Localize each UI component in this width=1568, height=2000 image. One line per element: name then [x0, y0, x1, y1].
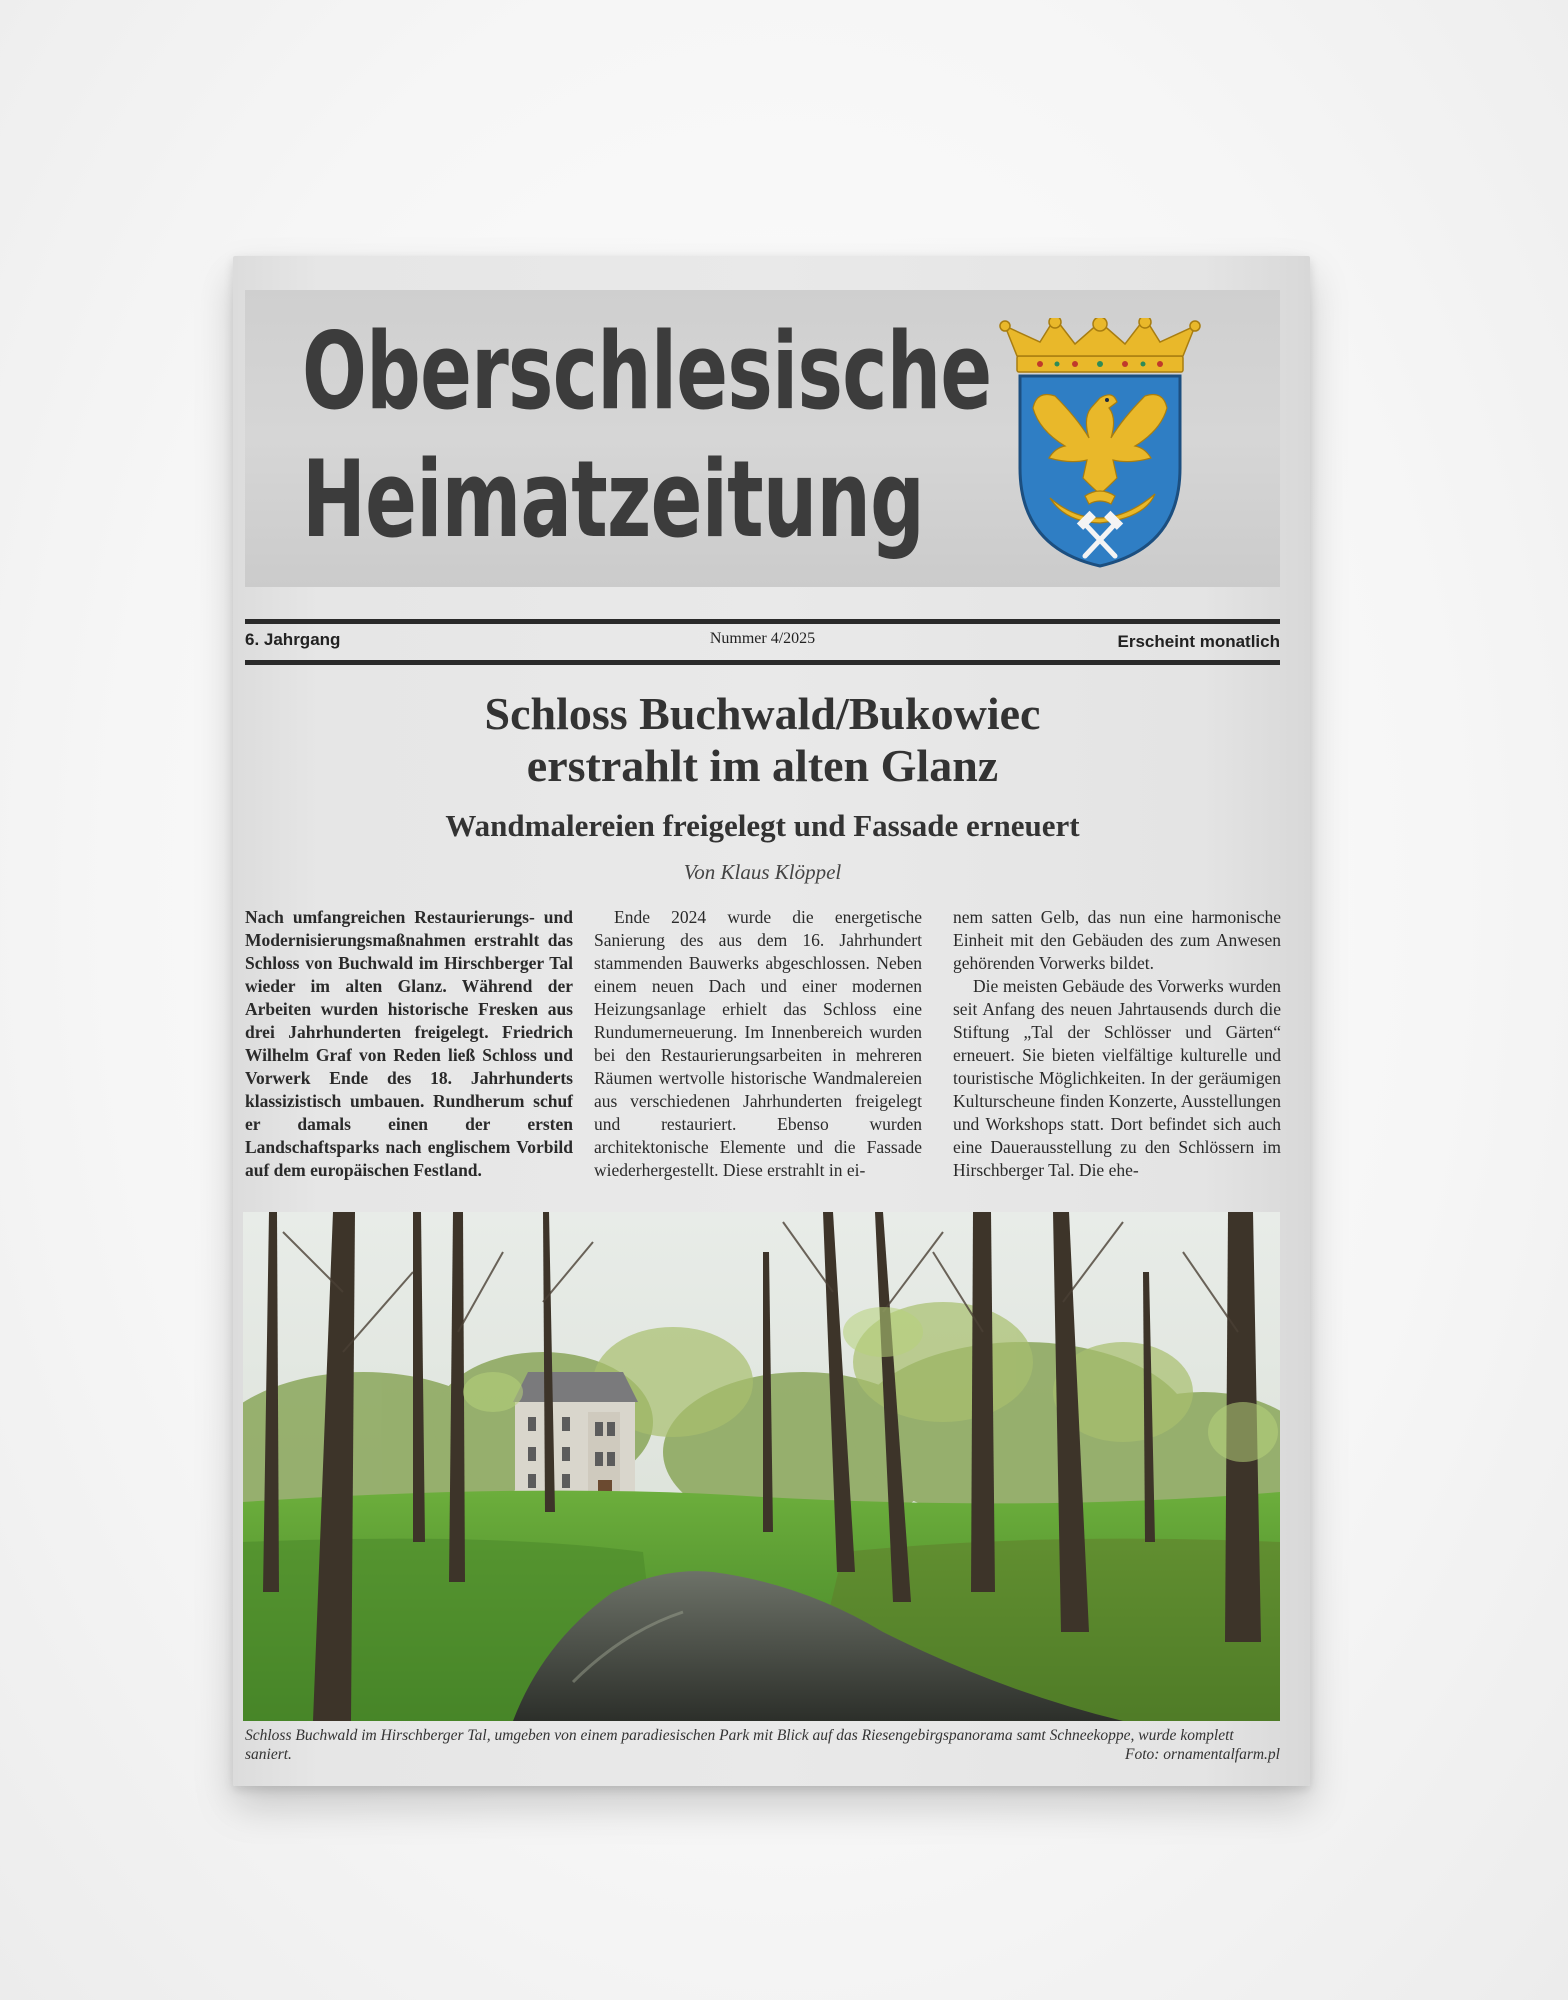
article-body-column-3	[953, 906, 1281, 1182]
frequency-label: Erscheint monatlich	[1117, 632, 1280, 651]
masthead	[245, 290, 1280, 587]
article-headline: Schloss Buchwald/Bukowiec erstrahlt im alten Glanz	[484, 688, 1041, 791]
article-lead: Nach umfangreichen Restaurierungs- und Modernisierungsmaßnahmen erstrahlt das Schloss von Buchwald im Hirschberger Tal wieder im alten Glanz. Während der Arbeiten wurden historische Fresken aus drei Jahrhunderten freigelegt. Friedrich Wilhelm Graf von Reden ließ Schloss und Vorwerk Ende des 18. Jahrhunderts klassizistisch umbauen. Rundherum schuf er damals einen der ersten Landschaftsparks nach englischem Vorbild auf dem europäischen Festland.	[245, 907, 573, 1180]
article-byline: Von Klaus Klöppel	[683, 860, 842, 884]
column-3-paragraph-1: nem satten Gelb, das nun eine harmonische Einheit mit den Gebäuden des zum Anwesen gehörenden Vorwerks bildet.	[953, 907, 1281, 973]
rule-top	[245, 619, 1280, 624]
newspaper-page	[233, 256, 1310, 1786]
issue-number: Nummer 4/2025	[709, 630, 816, 647]
column-3-paragraph-2: Die meisten Gebäude des Vorwerks wurden seit Anfang des neuen Jahrtausends durch die Stiftung „Tal der Schlösser und Gärten“ erneuert. Sie bieten vielfältige kulturelle und touristische Möglichkeiten. In der geräumigen Kulturscheune finden Konzerte, Ausstellungen und Workshops statt. Dort befindet sich auch eine Dauerausstellung zu den Schlössern im Hirschberger Tal. Die ehe-	[953, 976, 1281, 1180]
article-subheadline: Wandmalereien freigelegt und Fassade erneuert	[445, 808, 1080, 843]
photo-caption: Schloss Buchwald im Hirschberger Tal, umgeben von einem paradiesischen Park mit Blick auf das Riesengebirgspanorama samt Schneekoppe, wurde komplett saniert. Foto: ornamentalfarm.pl	[245, 1727, 1280, 1763]
coat-of-arms-eagle-icon	[995, 318, 1205, 568]
info-bar	[245, 626, 1280, 656]
article-body-column-2: Ende 2024 wurde die energetische Sanierung des aus dem 16. Jahrhundert stammenden Bauwerks abgeschlossen. Neben einem neuen Dach und einer modernen Heizungsanlage erhielt das Schloss eine Rundumerneuerung. Im Innenbereich wurden bei den Restaurierungsarbeiten in mehreren Räumen wertvolle historische Wandmalereien aus verschiedenen Jahrhunderten freigelegt und restauriert. Ebenso wurden architektonische Elemente und die Fassade wiederhergestellt. Diese erstrahlt in ei-	[594, 907, 922, 1180]
volume-label: 6. Jahrgang	[245, 630, 341, 649]
rule-bottom	[245, 660, 1280, 665]
photo-credit: Foto: ornamentalfarm.pl	[1125, 1746, 1280, 1763]
newspaper-title: Oberschlesische Heimatzeitung	[302, 310, 992, 561]
castle-park-photo	[243, 1212, 1280, 1721]
